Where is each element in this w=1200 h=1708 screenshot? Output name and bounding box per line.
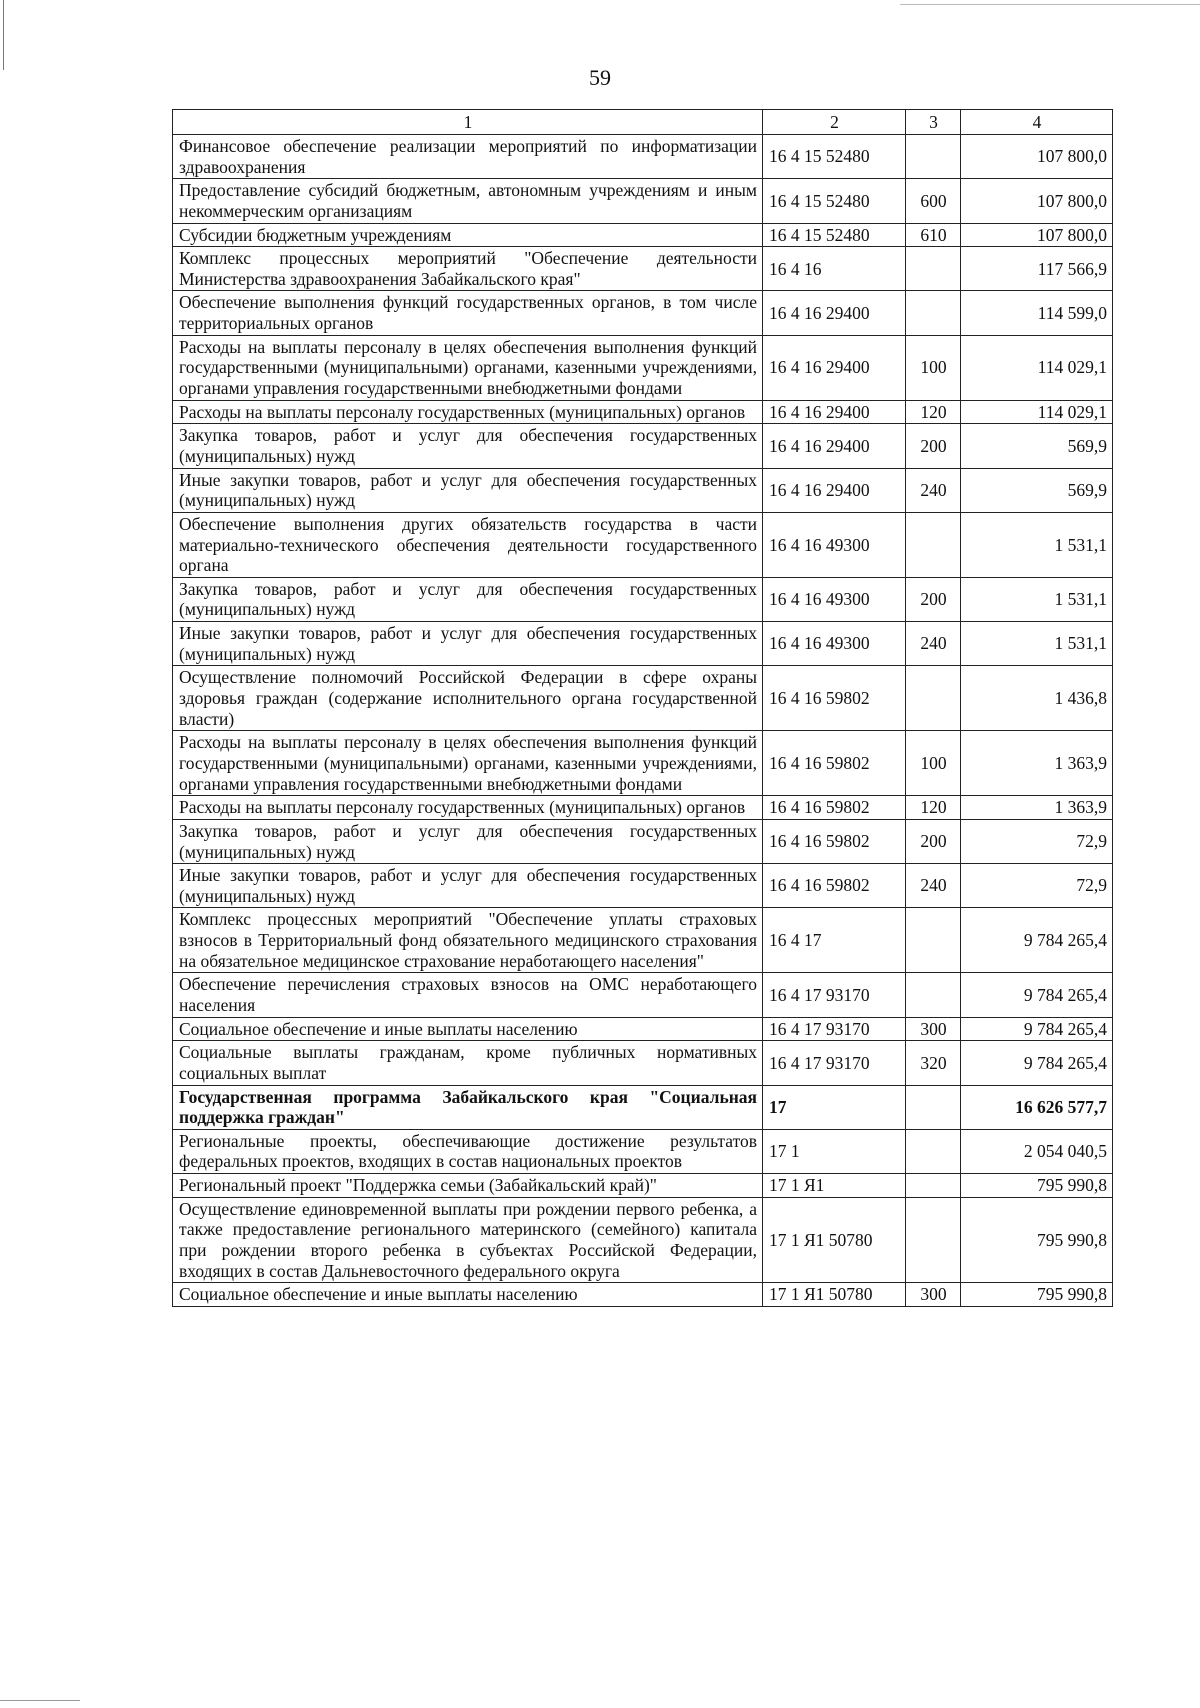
row-name-cell: Региональный проект "Поддержка семьи (Забайкальский край)" xyxy=(173,1174,763,1198)
row-type-cell xyxy=(906,1129,961,1173)
row-sum-cell: 569,9 xyxy=(961,468,1113,512)
row-sum-cell: 1 363,9 xyxy=(961,731,1113,796)
row-type-cell xyxy=(906,1085,961,1129)
row-type-cell xyxy=(906,1197,961,1283)
row-type-cell xyxy=(906,908,961,973)
row-name-cell: Региональные проекты, обеспечивающие достижение результатов федеральных проектов, входящих в состав национальных проектов xyxy=(173,1129,763,1173)
row-code-cell: 16 4 17 93170 xyxy=(763,1041,906,1085)
row-code-cell: 16 4 16 29400 xyxy=(763,468,906,512)
row-type-cell xyxy=(906,1174,961,1198)
row-code-cell: 16 4 16 59802 xyxy=(763,796,906,820)
row-name-cell: Государственная программа Забайкальского края "Социальная поддержка граждан" xyxy=(173,1085,763,1129)
row-code-cell: 16 4 16 59802 xyxy=(763,819,906,863)
row-type-cell: 100 xyxy=(906,731,961,796)
table-row xyxy=(173,1085,1113,1129)
row-name-cell: Обеспечение выполнения других обязательств государства в части материально-технического обеспечения деятельности государственного органа xyxy=(173,512,763,577)
row-sum-cell: 9 784 265,4 xyxy=(961,908,1113,973)
row-type-cell: 300 xyxy=(906,1017,961,1041)
column-header-2: 2 xyxy=(763,110,906,135)
row-sum-cell: 1 531,1 xyxy=(961,577,1113,621)
row-type-cell: 120 xyxy=(906,796,961,820)
table-row xyxy=(173,1129,1113,1173)
table-row xyxy=(173,135,1113,179)
row-sum-cell: 16 626 577,7 xyxy=(961,1085,1113,1129)
row-type-cell xyxy=(906,512,961,577)
row-sum-cell: 72,9 xyxy=(961,864,1113,908)
row-name-cell: Комплекс процессных мероприятий "Обеспечение деятельности Министерства здравоохранения Забайкальского края" xyxy=(173,247,763,291)
row-sum-cell: 795 990,8 xyxy=(961,1174,1113,1198)
row-code-cell: 16 4 17 93170 xyxy=(763,973,906,1017)
row-sum-cell: 107 800,0 xyxy=(961,223,1113,247)
row-sum-cell: 107 800,0 xyxy=(961,179,1113,223)
row-type-cell: 100 xyxy=(906,335,961,400)
row-sum-cell: 2 054 040,5 xyxy=(961,1129,1113,1173)
table-row xyxy=(173,908,1113,973)
row-name-cell: Финансовое обеспечение реализации мероприятий по информатизации здравоохранения xyxy=(173,135,763,179)
row-code-cell: 16 4 16 xyxy=(763,247,906,291)
row-name-cell: Осуществление единовременной выплаты при рождении первого ребенка, а также предоставление регионального материнского (семейного) капитала при рождении второго ребенка в субъектах Российской Федерации, входящих в состав Дальневосточного федерального округа xyxy=(173,1197,763,1283)
row-type-cell: 120 xyxy=(906,400,961,424)
row-type-cell xyxy=(906,135,961,179)
row-code-cell: 17 xyxy=(763,1085,906,1129)
row-code-cell: 16 4 16 29400 xyxy=(763,291,906,335)
row-name-cell: Иные закупки товаров, работ и услуг для обеспечения государственных (муниципальных) нужд xyxy=(173,468,763,512)
row-name-cell: Закупка товаров, работ и услуг для обеспечения государственных (муниципальных) нужд xyxy=(173,819,763,863)
row-type-cell: 320 xyxy=(906,1041,961,1085)
table-row xyxy=(173,1017,1113,1041)
row-code-cell: 17 1 xyxy=(763,1129,906,1173)
row-name-cell: Социальные выплаты гражданам, кроме публичных нормативных социальных выплат xyxy=(173,1041,763,1085)
scan-edge-line xyxy=(0,1700,80,1701)
row-name-cell: Расходы на выплаты персоналу в целях обеспечения выполнения функций государственными (муниципальными) органами, казенными учреждениями, органами управления государственными внебюджетными фондами xyxy=(173,731,763,796)
row-code-cell: 16 4 16 29400 xyxy=(763,424,906,468)
table-row xyxy=(173,577,1113,621)
column-header-4: 4 xyxy=(961,110,1113,135)
row-type-cell xyxy=(906,291,961,335)
row-type-cell xyxy=(906,247,961,291)
table-row xyxy=(173,819,1113,863)
row-sum-cell: 114 029,1 xyxy=(961,400,1113,424)
table-header-row xyxy=(173,110,1113,135)
row-name-cell: Расходы на выплаты персоналу государственных (муниципальных) органов xyxy=(173,400,763,424)
row-type-cell: 200 xyxy=(906,577,961,621)
row-sum-cell: 795 990,8 xyxy=(961,1197,1113,1283)
row-name-cell: Предоставление субсидий бюджетным, автономным учреждениям и иным некоммерческим организациям xyxy=(173,179,763,223)
row-code-cell: 16 4 17 xyxy=(763,908,906,973)
row-type-cell: 240 xyxy=(906,864,961,908)
table-row xyxy=(173,512,1113,577)
table-row xyxy=(173,1174,1113,1198)
row-type-cell: 240 xyxy=(906,468,961,512)
row-type-cell: 240 xyxy=(906,622,961,666)
row-name-cell: Иные закупки товаров, работ и услуг для обеспечения государственных (муниципальных) нужд xyxy=(173,864,763,908)
table-row xyxy=(173,424,1113,468)
row-code-cell: 16 4 16 59802 xyxy=(763,666,906,731)
scan-edge-line xyxy=(3,0,4,70)
row-name-cell: Расходы на выплаты персоналу государственных (муниципальных) органов xyxy=(173,796,763,820)
row-code-cell: 17 1 Я1 50780 xyxy=(763,1283,906,1307)
column-header-3: 3 xyxy=(906,110,961,135)
row-name-cell: Социальное обеспечение и иные выплаты населению xyxy=(173,1283,763,1307)
row-type-cell: 200 xyxy=(906,424,961,468)
row-sum-cell: 1 531,1 xyxy=(961,512,1113,577)
row-code-cell: 17 1 Я1 xyxy=(763,1174,906,1198)
row-sum-cell: 117 566,9 xyxy=(961,247,1113,291)
budget-table xyxy=(172,109,1113,1307)
row-name-cell: Закупка товаров, работ и услуг для обеспечения государственных (муниципальных) нужд xyxy=(173,424,763,468)
row-type-cell: 610 xyxy=(906,223,961,247)
row-sum-cell: 114 599,0 xyxy=(961,291,1113,335)
row-type-cell xyxy=(906,666,961,731)
row-name-cell: Закупка товаров, работ и услуг для обеспечения государственных (муниципальных) нужд xyxy=(173,577,763,621)
row-code-cell: 16 4 17 93170 xyxy=(763,1017,906,1041)
row-code-cell: 16 4 16 59802 xyxy=(763,731,906,796)
table-row xyxy=(173,973,1113,1017)
row-name-cell: Комплекс процессных мероприятий "Обеспечение уплаты страховых взносов в Территориальный фонд обязательного медицинского страхования на обязательное медицинское страхование неработающего населения" xyxy=(173,908,763,973)
table-row xyxy=(173,179,1113,223)
row-sum-cell: 9 784 265,4 xyxy=(961,1017,1113,1041)
row-code-cell: 16 4 15 52480 xyxy=(763,223,906,247)
row-code-cell: 16 4 15 52480 xyxy=(763,179,906,223)
row-name-cell: Осуществление полномочий Российской Федерации в сфере охраны здоровья граждан (содержание исполнительного органа государственной власти) xyxy=(173,666,763,731)
row-name-cell: Расходы на выплаты персоналу в целях обеспечения выполнения функций государственными (муниципальными) органами, казенными учреждениями, органами управления государственными внебюджетными фондами xyxy=(173,335,763,400)
row-code-cell: 16 4 16 49300 xyxy=(763,512,906,577)
table-row xyxy=(173,468,1113,512)
table-row xyxy=(173,400,1113,424)
table-row xyxy=(173,223,1113,247)
table-row xyxy=(173,291,1113,335)
row-name-cell: Социальное обеспечение и иные выплаты населению xyxy=(173,1017,763,1041)
table-row xyxy=(173,622,1113,666)
row-code-cell: 17 1 Я1 50780 xyxy=(763,1197,906,1283)
row-code-cell: 16 4 16 49300 xyxy=(763,577,906,621)
row-type-cell: 600 xyxy=(906,179,961,223)
row-sum-cell: 1 436,8 xyxy=(961,666,1113,731)
row-name-cell: Иные закупки товаров, работ и услуг для обеспечения государственных (муниципальных) нужд xyxy=(173,622,763,666)
table-row xyxy=(173,666,1113,731)
row-sum-cell: 9 784 265,4 xyxy=(961,973,1113,1017)
row-sum-cell: 72,9 xyxy=(961,819,1113,863)
row-code-cell: 16 4 16 49300 xyxy=(763,622,906,666)
row-code-cell: 16 4 15 52480 xyxy=(763,135,906,179)
row-sum-cell: 9 784 265,4 xyxy=(961,1041,1113,1085)
row-name-cell: Обеспечение перечисления страховых взносов на ОМС неработающего населения xyxy=(173,973,763,1017)
row-type-cell xyxy=(906,973,961,1017)
table-body xyxy=(173,110,1113,1307)
column-header-1: 1 xyxy=(173,110,763,135)
row-sum-cell: 1 531,1 xyxy=(961,622,1113,666)
table-row xyxy=(173,731,1113,796)
row-code-cell: 16 4 16 29400 xyxy=(763,400,906,424)
row-name-cell: Субсидии бюджетным учреждениям xyxy=(173,223,763,247)
table-row xyxy=(173,335,1113,400)
table-row xyxy=(173,864,1113,908)
row-sum-cell: 569,9 xyxy=(961,424,1113,468)
row-sum-cell: 107 800,0 xyxy=(961,135,1113,179)
row-code-cell: 16 4 16 29400 xyxy=(763,335,906,400)
row-sum-cell: 795 990,8 xyxy=(961,1283,1113,1307)
scan-edge-line xyxy=(900,4,1200,5)
table-row xyxy=(173,1197,1113,1283)
row-type-cell: 300 xyxy=(906,1283,961,1307)
row-sum-cell: 114 029,1 xyxy=(961,335,1113,400)
row-code-cell: 16 4 16 59802 xyxy=(763,864,906,908)
page-number: 59 xyxy=(589,65,611,90)
table-row xyxy=(173,247,1113,291)
table-row xyxy=(173,796,1113,820)
row-type-cell: 200 xyxy=(906,819,961,863)
table-row xyxy=(173,1041,1113,1085)
row-name-cell: Обеспечение выполнения функций государственных органов, в том числе территориальных органов xyxy=(173,291,763,335)
row-sum-cell: 1 363,9 xyxy=(961,796,1113,820)
table-row xyxy=(173,1283,1113,1307)
